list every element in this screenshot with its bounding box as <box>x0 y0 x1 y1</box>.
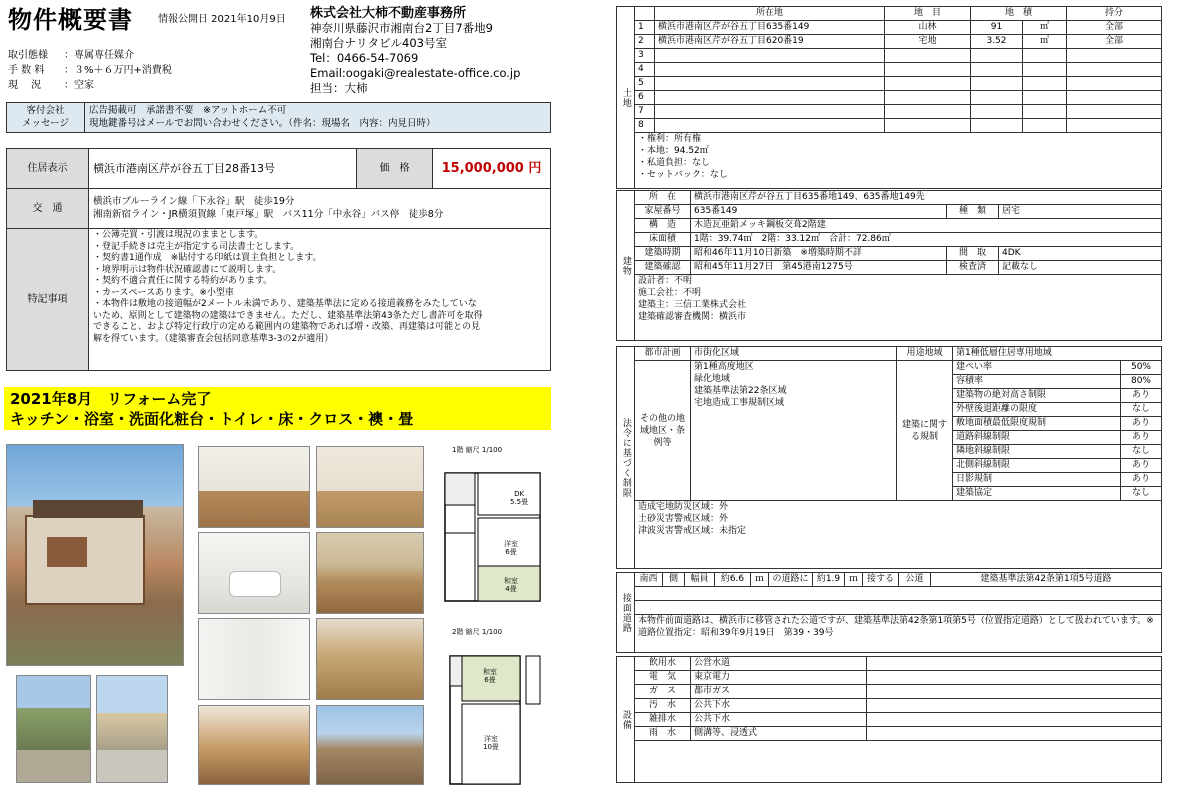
road-photo-2 <box>96 675 168 783</box>
traffic-label: 交 通 <box>7 189 89 229</box>
building-table <box>616 190 1162 341</box>
layout-label: 間 取 <box>947 247 999 261</box>
bathroom-photo <box>198 532 310 614</box>
special-notes: ・公簿売買・引渡は現況のままとします。 ・登記手続きは売主が指定する司法書士とします。 ・契約書1通作成 ※貼付する印紙は買主負担とします。 ・境界明示は物件状況確認書にて説明します。 ・契約不適合責任に関する特約があります。 ・カースペースあります。※小型車 ・本物件は敷地の接道幅が2メートル未満であり、建築基準法に定める接道義務をみたしていな いため、原則として建築物の建築はできません。ただし、建築基準法第43条ただし書許可を取得 できること、および特定行政庁の定める範囲内の建築物であれば増・改築、再建築は可能との見 解を得ています。（建築審査会包括同意基準3-3の2が適用） <box>89 229 551 371</box>
document-title: 物件概要書 <box>8 6 133 34</box>
exterior-photo <box>6 444 184 666</box>
floor-area-label: 床面積 <box>635 233 691 247</box>
building-section-label: 建物 <box>617 191 635 341</box>
land-header-share: 持分 <box>1067 7 1162 21</box>
company-tel: Tel：0466-54-7069 <box>310 51 419 65</box>
balcony-photo <box>316 705 424 785</box>
stairs-photo <box>198 705 310 785</box>
interior-photo-1 <box>198 446 310 528</box>
tatami-photo <box>316 618 424 700</box>
reform-banner <box>4 387 551 430</box>
built-label: 建築時期 <box>635 247 691 261</box>
land-section-label: 土地 <box>617 7 635 189</box>
land-header-location: 所在地 <box>655 7 885 21</box>
road-public: 公道 <box>899 573 931 587</box>
law-table: 法令に基づく制限 都市計画 市街化区域 用途地域 第1種低層住居専用地域 その他の地域地区・条例等 第1種高度地区 緑化地域 建築基準法第22条区域 宅地造成工事規制区域 建築に関する規制 建ぺい率 50% 容積率 80% 建築物の絶対高さ制限 あり 外壁後退距離の限度 なし 敷地面積最低限度規制 あり 道路斜線制限 あり 隣地斜線制限 なし 北側斜線制限 あり 日影規制 あり 建築協定 なし 造成宅地防災区域：外 土砂災害警戒区域：外 津波災害警戒区域：未指定 <box>616 346 1162 569</box>
company-block <box>310 6 520 96</box>
room-washitsu-1: 和室 4畳 <box>504 577 518 594</box>
land-row: 5 <box>617 77 1162 91</box>
agent-message-label: 客付会社 メッセージ <box>7 103 85 133</box>
layout: 4DK <box>999 247 1162 261</box>
building-location: 横浜市港南区芹が谷五丁目635番地149、635番地149先 <box>691 191 1162 205</box>
inspect-label: 検査済 <box>947 261 999 275</box>
land-row: 3 <box>617 49 1162 63</box>
traffic-value: 横浜市ブルーライン線「下永谷」駅 徒歩19分 湘南新宿ライン・JR横須賀線「東戸塚」駅 バス11分「中永谷」バス停 徒歩8分 <box>89 189 551 229</box>
floor-area: 1階：39.74㎡ 2階：33.12㎡ 合計：72.86㎡ <box>691 233 1162 247</box>
building-restriction-label: 建築に関する規制 <box>897 361 953 501</box>
address-label: 住居表示 <box>7 149 89 189</box>
floor2-label: 2階 縮尺 1/100 <box>452 628 503 636</box>
deal-summary <box>8 48 172 93</box>
structure: 木造瓦亜鉛メッキ鋼板交葺2階建 <box>691 219 1162 233</box>
land-table <box>616 6 1162 189</box>
agent-message-body: 広告掲載可 承諾書不要 ※アットホーム不可 現地鍵番号はメールでお問い合わせください。（件名：現場名 内容：内見日時） <box>85 103 551 133</box>
agent-message-table <box>6 102 551 133</box>
floor1-plan <box>440 458 550 608</box>
kind: 居宅 <box>999 205 1162 219</box>
room-youshitsu-1: 洋室 6畳 <box>504 540 518 557</box>
company-email[interactable]: Email:oogaki@realestate-office.co.jp <box>310 66 521 80</box>
law-notes: 造成宅地防災区域：外 土砂災害警戒区域：外 津波災害警戒区域：未指定 <box>635 501 1162 569</box>
land-row: 6 <box>617 91 1162 105</box>
land-row: 2 横浜市港南区芹が谷五丁目620番19 宅地 3.52 ㎡ 全部 <box>617 35 1162 49</box>
structure-label: 構 造 <box>635 219 691 233</box>
land-row: 1 横浜市港南区芹が谷五丁目635番149 山林 91 ㎡ 全部 <box>617 21 1162 35</box>
confirm-label: 建築確認 <box>635 261 691 275</box>
room-dk: DK 5.5畳 <box>510 490 529 507</box>
road-note: 本物件前面道路は、横浜市に移管された公道ですが、建築基準法第42条第1項第5号（位置指定道路）として扱われています。※道路位置指定：昭和39年9月19日 第39・39号 <box>635 615 1162 653</box>
floor2-plan <box>440 642 550 787</box>
land-row: 4 <box>617 63 1162 77</box>
land-notes: ・権利：所有権 ・本地：94.52㎡ ・私道負担：なし ・セットバック：なし <box>635 133 1162 189</box>
price-label: 価 格 <box>357 149 433 189</box>
other-area-label: その他の地域地区・条例等 <box>635 361 691 501</box>
other-area-list: 第1種高度地区 緑化地域 建築基準法第22条区域 宅地造成工事規制区域 <box>691 361 897 501</box>
road-frontage: 約1.9 <box>813 573 845 587</box>
banner-line-1: 2021年8月 リフォーム完了 <box>10 390 212 408</box>
confirm: 昭和45年11月27日 第45港南1275号 <box>691 261 947 275</box>
land-row: 8 <box>617 119 1162 133</box>
city-plan-label: 都市計画 <box>635 347 691 361</box>
room-washitsu-2: 和室 6畳 <box>483 668 497 685</box>
facility-table: 設備 飲用水 公営水道 電 気 東京電力 ガ ス 都市ガス 汚 水 公共下水 雑排水 公共下水 雨 水 側溝等、浸透式 <box>616 656 1162 783</box>
built: 昭和46年11月10日新築 ※増築時期不詳 <box>691 247 947 261</box>
road-width: 約6.6 <box>715 573 751 587</box>
interior-photo-2 <box>316 446 424 528</box>
banner-line-2: キッチン・浴室・洗面化粧台・トイレ・床・クロス・襖・畳 <box>10 410 414 428</box>
company-staff: 担当：大柿 <box>310 81 368 95</box>
summary-row: 現 況 ：空家 <box>8 80 94 91</box>
house-no-label: 家屋番号 <box>635 205 691 219</box>
city-plan: 市街化区域 <box>691 347 897 361</box>
company-address-1: 神奈川県藤沢市湘南台2丁目7番地9 <box>310 21 493 35</box>
floor1-label: 1階 縮尺 1/100 <box>452 446 503 454</box>
special-notes-label: 特記事項 <box>7 229 89 371</box>
washroom-photo <box>198 618 310 700</box>
zone-label: 用途地域 <box>897 347 953 361</box>
road-law: 建築基準法第42条第1項5号道路 <box>931 573 1162 587</box>
land-header-type: 地 目 <box>885 7 971 21</box>
summary-row: 手 数 料 ：３%＋６万円+消費税 <box>8 65 172 76</box>
company-address-2: 湘南台ナリタビル403号室 <box>310 36 447 50</box>
room-youshitsu-2: 洋室 10畳 <box>483 735 499 752</box>
facility-section-label: 設備 <box>617 657 635 783</box>
road-photo-1 <box>16 675 91 783</box>
property-table <box>6 148 551 371</box>
land-header-area: 地 積 <box>971 7 1067 21</box>
road-direction: 南西 <box>635 573 663 587</box>
price-value: 15,000,000 円 <box>433 149 551 189</box>
road-section-label: 接面道路 <box>617 573 635 653</box>
inspect: 記載なし <box>999 261 1162 275</box>
building-location-label: 所 在 <box>635 191 691 205</box>
kind-label: 種 類 <box>947 205 999 219</box>
interior-photo-3 <box>316 532 424 614</box>
address-value: 横浜市港南区芹が谷五丁目28番13号 <box>89 149 357 189</box>
building-notes: 設計者：不明 施工会社：不明 建築主：三信工業株式会社 建築確認審査機関：横浜市 <box>635 275 1162 341</box>
zone: 第1種低層住居専用地域 <box>953 347 1162 361</box>
publish-date: 情報公開日 2021年10月9日 <box>158 14 286 25</box>
company-name: 株式会社大柿不動産事務所 <box>310 6 467 21</box>
law-section-label: 法令に基づく制限 <box>617 347 635 569</box>
land-row: 7 <box>617 105 1162 119</box>
summary-row: 取引態様 ：専属専任媒介 <box>8 50 134 61</box>
road-table: 接面道路 南西 側 幅員 約6.6 ｍ の道路に 約1.9 ｍ 接する 公道 建築基準法第42条第1項5号道路 本物件前面道路は、横浜市に移管された公道ですが、建築基準法第42条第1項第5号（位置指定道路）として扱われています。※道路位置指定：昭和39年9月19日 第39・39号 <box>616 572 1162 653</box>
house-no: 635番149 <box>691 205 947 219</box>
